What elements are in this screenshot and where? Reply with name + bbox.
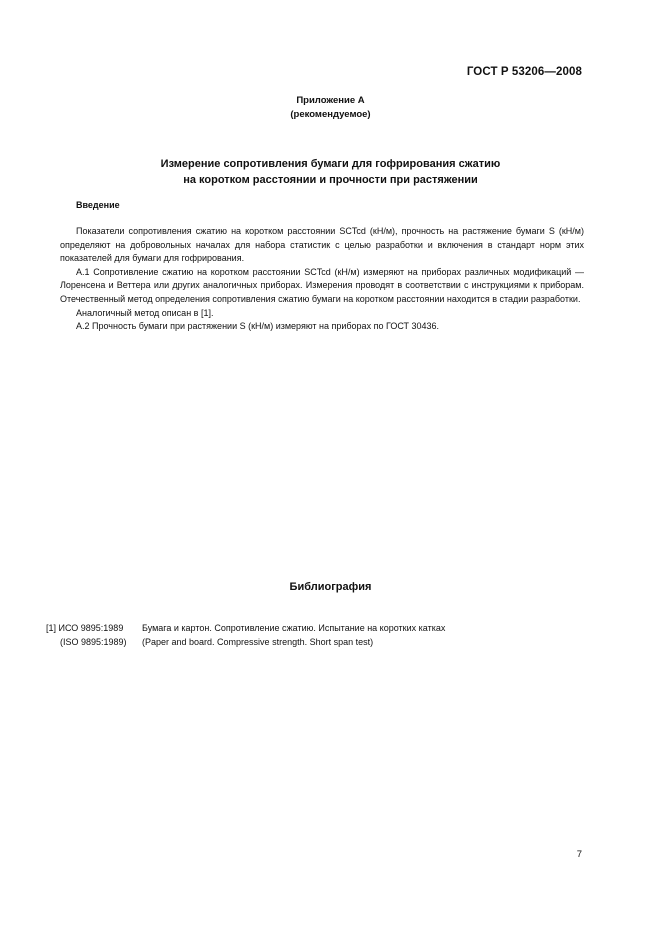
bibliography-entry — [46, 622, 445, 649]
bibliography-entry-ru — [46, 622, 445, 636]
clause-a1-paragraph: А.1 Сопротивление сжатию на коротком расстоянии SCTcd (кН/м) измеряют на приборах различных модификаций — Лоренсена и Веттера или других аналогичных приборах. Измерения проводят в соответствии с инструкциями к приборам. Отечественный метод определения сопротивления сжатию бумаги на коротком расстоянии находится в стадии разработки. — [60, 266, 584, 304]
bibliography-ref-en: (ISO 9895:1989) — [60, 636, 127, 647]
section-title — [0, 156, 661, 188]
document-standard-number: ГОСТ Р 53206—2008 — [466, 66, 582, 78]
analog-method-paragraph: Аналогичный метод описан в [1]. — [76, 307, 214, 318]
appendix-heading — [0, 94, 661, 122]
appendix-title: Приложение А — [296, 95, 365, 106]
appendix-subtitle: (рекомендуемое) — [290, 109, 371, 120]
section-title-line-1: Измерение сопротивления бумаги для гофрирования сжатию — [160, 158, 501, 170]
intro-paragraph: Показатели сопротивления сжатию на коротком расстоянии SCTcd (кН/м), прочность на растяжение бумаги S (кН/м) определяют на добровольных началах для набора статистик с целью разработки и включения в стандарт норм этих показателей для бумаги для гофрирования. — [60, 226, 584, 264]
bibliography-entry-en — [46, 636, 445, 650]
intro-heading: Введение — [76, 200, 120, 210]
page-number: 7 — [576, 849, 582, 860]
bibliography-ref: [1] ИСО 9895:1989 — [46, 623, 124, 633]
section-title-line-2: на коротком расстоянии и прочности при растяжении — [183, 174, 478, 186]
bibliography-text-en: (Paper and board. Compressive strength. Short span test) — [142, 636, 374, 647]
bibliography-text: Бумага и картон. Сопротивление сжатию. Испытание на коротких катках — [142, 623, 446, 633]
bibliography-title: Библиография — [289, 581, 372, 593]
clause-a2-paragraph: А.2 Прочность бумаги при растяжении S (кН/м) измеряют на приборах по ГОСТ 30436. — [76, 321, 440, 332]
intro-body — [60, 225, 584, 334]
